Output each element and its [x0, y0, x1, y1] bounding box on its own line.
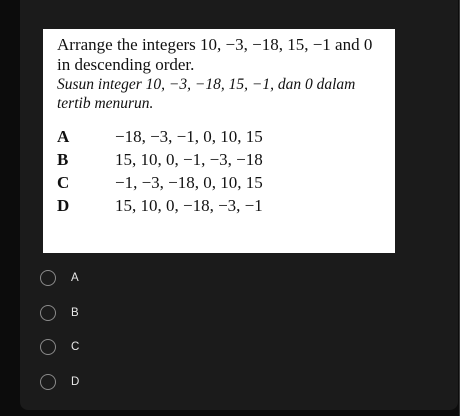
question-text-english: Arrange the integers 10, −3, −18, 15, −1 and 0 in descending order. — [57, 35, 373, 74]
radio-button[interactable] — [40, 339, 56, 355]
question-text-malay: Susun integer 10, −3, −18, 15, −1, dan 0 dalam tertib menurun. — [57, 76, 356, 112]
option-label[interactable]: A — [71, 272, 79, 285]
option-label[interactable]: C — [71, 341, 80, 354]
radio-button[interactable] — [40, 270, 56, 286]
radio-button[interactable] — [40, 374, 56, 390]
choice-text: −1, −3, −18, 0, 10, 15 — [115, 173, 263, 192]
question-image — [43, 29, 395, 253]
option-d[interactable] — [40, 365, 240, 400]
choice-letter: D — [57, 196, 70, 215]
option-c[interactable] — [40, 330, 240, 365]
option-label[interactable]: B — [71, 306, 79, 319]
answer-choice-a — [57, 127, 385, 150]
answer-options — [40, 261, 240, 399]
choice-letter: A — [57, 127, 70, 146]
answer-choice-d — [57, 196, 385, 219]
option-a[interactable] — [40, 261, 240, 296]
choice-letter: C — [57, 173, 70, 192]
choice-letter: B — [57, 150, 69, 169]
answer-choices-list — [57, 127, 385, 219]
radio-button[interactable] — [40, 305, 56, 321]
answer-choice-b — [57, 150, 385, 173]
choice-text: −18, −3, −1, 0, 10, 15 — [115, 127, 263, 146]
choice-text: 15, 10, 0, −18, −3, −1 — [115, 196, 263, 215]
answer-choice-c — [57, 173, 385, 196]
option-label[interactable]: D — [71, 375, 80, 388]
option-b[interactable] — [40, 296, 240, 331]
choice-text: 15, 10, 0, −1, −3, −18 — [115, 150, 263, 169]
